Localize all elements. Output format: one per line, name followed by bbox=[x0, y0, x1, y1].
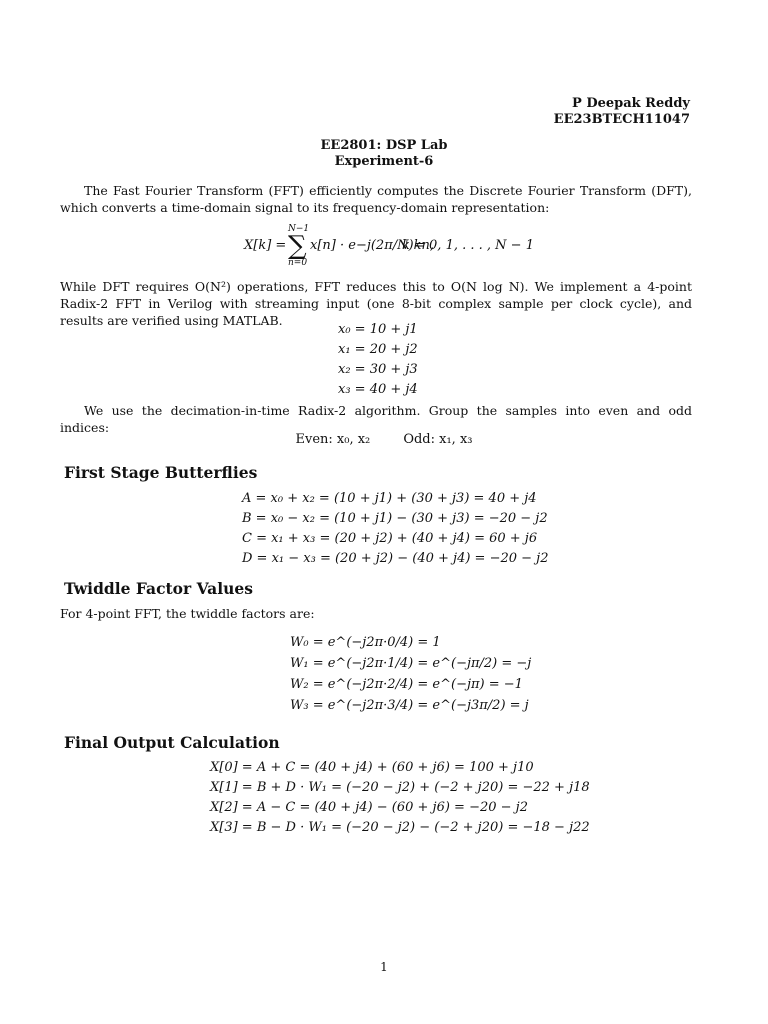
dft-range: k = 0, 1, . . . , N − 1 bbox=[402, 238, 534, 253]
section-heading-butterflies: First Stage Butterflies bbox=[64, 463, 258, 482]
experiment-title: Experiment-6 bbox=[334, 154, 434, 169]
input-samples bbox=[338, 320, 418, 400]
output-equation: X[0] = A + C = (40 + j4) + (60 + j6) = 100 + j10 bbox=[210, 760, 534, 775]
page-number: 1 bbox=[380, 960, 388, 974]
intro-paragraph: The Fast Fourier Transform (FFT) efficiently computes the Discrete Fourier Transform (DFT), which converts a time-domain signal to its frequency-domain representation: bbox=[60, 183, 692, 215]
output-equation: X[1] = B + D · W₁ = (−20 − j2) + (−2 + j20) = −22 + j18 bbox=[210, 780, 590, 795]
dft-lhs: X[k] = bbox=[244, 238, 287, 253]
section-heading-twiddle: Twiddle Factor Values bbox=[64, 579, 253, 598]
author-block bbox=[554, 96, 690, 128]
twiddle-equation: W₁ = e^(−j2π·1/4) = e^(−jπ/2) = −j bbox=[290, 656, 532, 671]
dft-formula bbox=[244, 224, 544, 276]
butterfly-equation: D = x₁ − x₃ = (20 + j2) − (40 + j4) = −20 − j2 bbox=[242, 551, 549, 566]
even-odd-grouping: Even: x₀, x₂ Odd: x₁, x₃ bbox=[295, 432, 473, 447]
input-sample: x₀ = 10 + j1 bbox=[338, 322, 418, 337]
twiddle-equation: W₀ = e^(−j2π·0/4) = 1 bbox=[290, 635, 441, 650]
output-equation: X[2] = A − C = (40 + j4) − (60 + j6) = −20 − j2 bbox=[210, 800, 528, 815]
twiddle-equation: W₃ = e^(−j2π·3/4) = e^(−j3π/2) = j bbox=[290, 698, 529, 713]
output-equations bbox=[210, 758, 590, 838]
sum-upper-limit: N−1 bbox=[288, 224, 310, 234]
sum-lower-limit: n=0 bbox=[288, 258, 308, 268]
butterfly-equation: B = x₀ − x₂ = (10 + j1) − (30 + j3) = −20 − j2 bbox=[242, 511, 548, 526]
output-equation: X[3] = B − D · W₁ = (−20 − j2) − (−2 + j20) = −18 − j22 bbox=[210, 820, 590, 835]
course-title: EE2801: DSP Lab bbox=[320, 138, 448, 153]
section-heading-final: Final Output Calculation bbox=[64, 733, 280, 752]
author-name: P Deepak Reddy bbox=[572, 96, 690, 111]
dft-rhs: x[n] · e−j(2π/N)kn, bbox=[310, 238, 434, 253]
algorithm-paragraph: We use the decimation-in-time Radix-2 algorithm. Group the samples into even and odd indices: bbox=[60, 403, 692, 435]
input-sample: x₂ = 30 + j3 bbox=[338, 362, 418, 377]
author-id: EE23BTECH11047 bbox=[553, 112, 690, 127]
input-sample: x₁ = 20 + j2 bbox=[338, 342, 418, 357]
twiddle-equations bbox=[290, 632, 531, 716]
input-sample: x₃ = 40 + j4 bbox=[338, 382, 418, 397]
butterfly-equation: A = x₀ + x₂ = (10 + j1) + (30 + j3) = 40 + j4 bbox=[242, 491, 537, 506]
butterfly-equations bbox=[242, 489, 548, 569]
butterfly-equation: C = x₁ + x₃ = (20 + j2) + (40 + j4) = 60 + j6 bbox=[242, 531, 538, 546]
sum-symbol: ∑ bbox=[288, 231, 307, 261]
twiddle-intro: For 4-point FFT, the twiddle factors are: bbox=[60, 606, 315, 621]
twiddle-equation: W₂ = e^(−j2π·2/4) = e^(−jπ) = −1 bbox=[290, 677, 523, 692]
complexity-paragraph: While DFT requires O(N²) operations, FFT reduces this to O(N log N). We implement a 4-point Radix-2 FFT in Verilog with streaming input (one 8-bit complex sample per clock cycle), and results are verified using MATLAB. bbox=[60, 279, 692, 328]
document-title bbox=[0, 138, 768, 170]
